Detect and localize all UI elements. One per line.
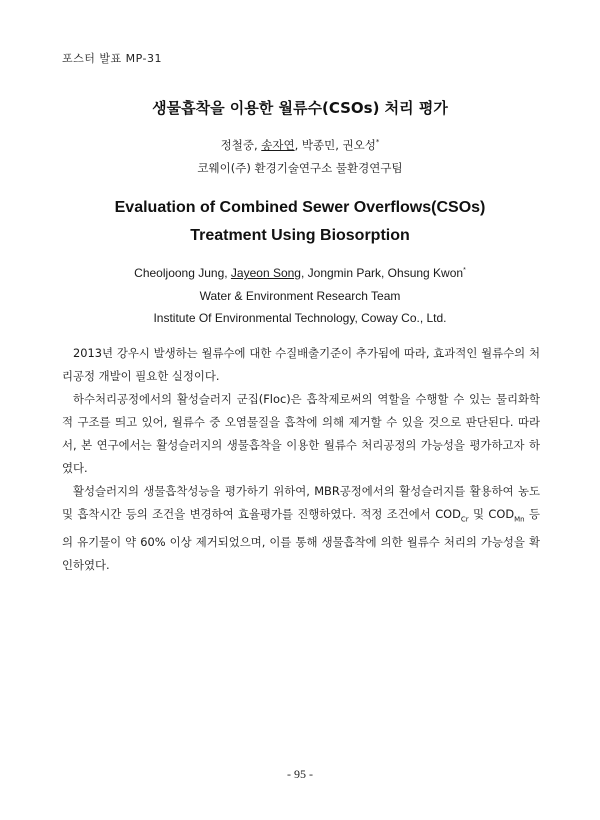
english-title-line2: Treatment Using Biosorption — [190, 227, 410, 244]
paragraph-3 — [62, 480, 540, 577]
paragraph-2: 하수처리공정에서의 활성슬러지 군집(Floc)은 흡착제로써의 역할을 수행할 수 있는 물리화학적 구조를 띄고 있어, 월류수 중 오염물질을 흡착에 의해 제거할 수 있을 것으로 판단된다. 따라서, 본 연구에서는 활성슬러지의 생물흡착을 이용한 월류수 처리공정의 가능성을 평가하고자 하였다. — [62, 392, 540, 475]
paragraph-text: 및 COD — [468, 507, 515, 521]
korean-title: 생물흡착을 이용한 월류수(CSOs) 처리 평가 — [152, 99, 448, 117]
abstract-body — [62, 342, 540, 577]
author-text: , Jongmin Park, Ohsung Kwon — [300, 266, 464, 280]
paragraph-text: 등의 유기물이 약 60% 이상 제거되었으며, 이를 통해 생물흡착에 의한 월류수 처리의 가능성을 확인하였다. — [62, 507, 540, 573]
corresponding-mark: * — [375, 138, 380, 147]
english-affiliation-institute: Institute Of Environmental Technology, Coway Co., Ltd. — [153, 311, 447, 325]
author-text: 정철중, — [220, 138, 262, 152]
presenting-author: 송자연 — [261, 138, 295, 152]
korean-authors — [0, 137, 600, 153]
korean-affiliation: 코웨이(주) 환경기술연구소 물환경연구팀 — [197, 161, 403, 175]
session-tag: 포스터 발표 MP-31 — [62, 52, 162, 65]
corresponding-mark: * — [463, 267, 466, 274]
subscript: Mn — [514, 515, 525, 524]
paragraph-1: 2013년 강우시 발생하는 월류수에 대한 수질배출기준이 추가됨에 따라, 효과적인 월류수의 처리공정 개발이 필요한 실정이다. — [62, 346, 540, 383]
presenting-author: Jayeon Song — [230, 266, 301, 280]
author-text: , 박종민, 권오성 — [294, 138, 376, 152]
subscript: Cr — [460, 515, 469, 524]
english-authors — [0, 266, 600, 280]
author-text: Cheoljoong Jung, — [134, 266, 231, 280]
english-title-line1: Evaluation of Combined Sewer Overflows(CSOs) — [114, 199, 486, 216]
paragraph-text: 활성슬러지의 생물흡착성능을 평가하기 위하여, MBR공정에서의 활성슬러지를 활용하여 농도 및 흡착시간 등의 조건을 변경하여 효율평가를 진행하였다. 적정 조건에서 COD — [62, 484, 540, 521]
page-number: - 95 - — [287, 767, 313, 781]
english-affiliation-team: Water & Environment Research Team — [199, 289, 401, 303]
